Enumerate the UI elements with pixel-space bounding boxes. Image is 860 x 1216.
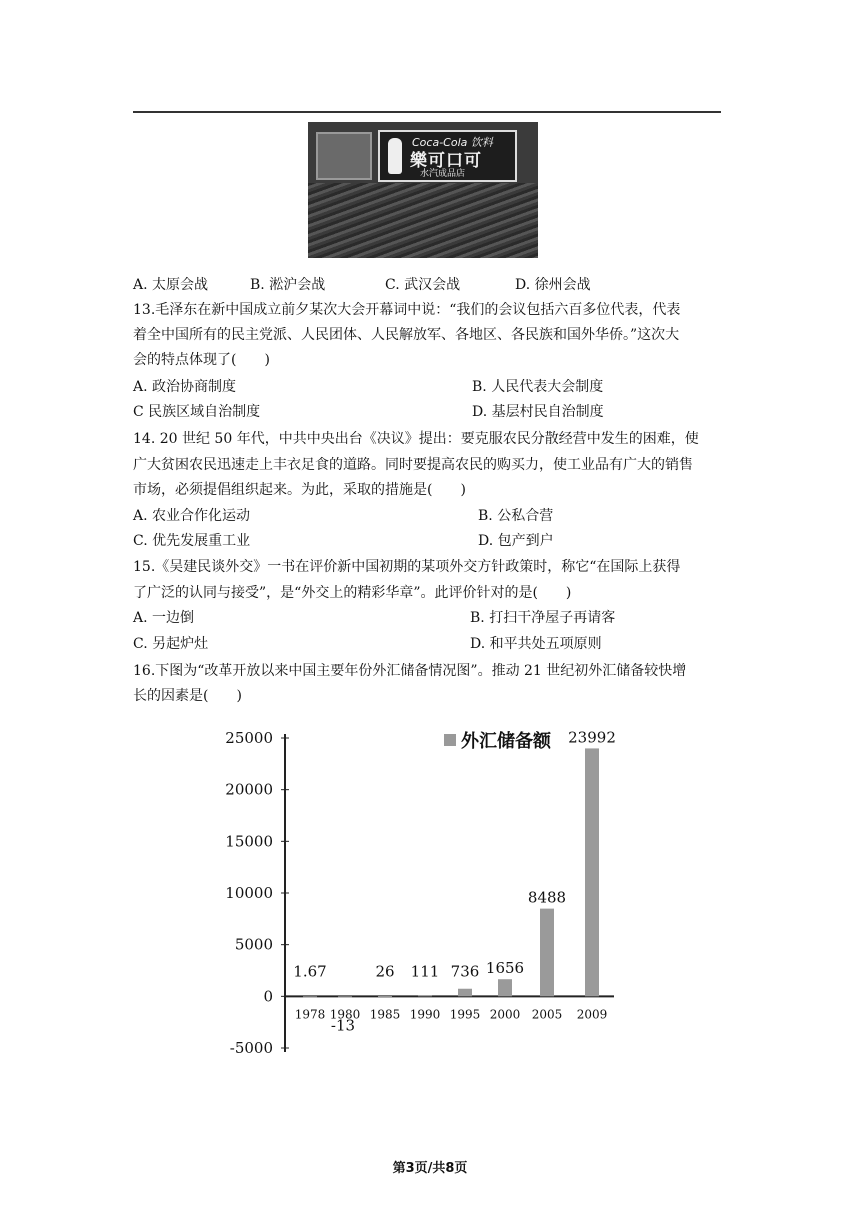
q15-option-b[interactable]: B. 打扫干净屋子再请客 (470, 610, 616, 626)
bar-1990 (418, 995, 432, 996)
data-label-1980: -13 (330, 1016, 356, 1035)
y-tick-label: 20000 (225, 780, 273, 799)
q15-option-d[interactable]: D. 和平共处五项原则 (470, 636, 602, 652)
q14-option-d[interactable]: D. 包产到户 (478, 533, 554, 549)
q15-line-1: 15.《吴建民谈外交》一书在评价新中国初期的某项外交方针政策时，称它“在国际上获得 (133, 559, 681, 575)
data-label-2009: 23992 (568, 728, 616, 747)
q13-option-c[interactable]: C 民族区域自治制度 (133, 404, 261, 420)
x-tick-label-1985: 1985 (369, 1007, 401, 1022)
bottle-icon (388, 138, 402, 174)
x-tick-label-1995: 1995 (449, 1007, 481, 1022)
bar-1980 (338, 996, 352, 997)
q12-option-a[interactable]: A. 太原会战 (133, 277, 209, 293)
data-label-1978: 1.67 (293, 962, 327, 981)
y-tick-label: 5000 (234, 935, 273, 954)
y-tick-label: 0 (263, 987, 273, 1006)
data-label-1985: 26 (375, 962, 395, 981)
q13-line-1: 13.毛泽东在新中国成立前夕某次大会开幕词中说：“我们的会议包括六百多位代表，代表 (133, 302, 681, 318)
billboard-name: 樂可口可 (410, 151, 482, 171)
bar-1978 (303, 996, 317, 997)
legend-swatch (444, 734, 456, 746)
x-tick-label-1980: 1980 (329, 1007, 361, 1022)
x-tick-label-2000: 2000 (489, 1007, 521, 1022)
y-tick-label: 15000 (225, 832, 273, 851)
x-tick-label-2009: 2009 (576, 1007, 608, 1022)
cola-billboard (378, 130, 517, 182)
q12-option-b[interactable]: B. 淞沪会战 (250, 277, 326, 293)
q15-line-2: 了广泛的认同与接受”，是“外交上的精彩华章”。此评价针对的是( ) (133, 585, 572, 601)
bar-2009 (585, 748, 599, 996)
q15-option-a[interactable]: A. 一边倒 (133, 610, 195, 626)
q14-option-c[interactable]: C. 优先发展重工业 (133, 533, 251, 549)
x-tick-label-1978: 1978 (294, 1007, 326, 1022)
bar-1985 (378, 996, 392, 997)
forex-reserve-chart (222, 720, 632, 1060)
q14-option-a[interactable]: A. 农业合作化运动 (133, 508, 251, 524)
data-label-2005: 8488 (527, 888, 567, 907)
q15-option-c[interactable]: C. 另起炉灶 (133, 636, 209, 652)
q14-line-3: 市场，必须提倡组织起来。为此，采取的措施是( ) (133, 482, 466, 498)
q13-option-d[interactable]: D. 基层村民自治制度 (472, 404, 604, 420)
bar-2000 (498, 979, 512, 996)
data-label-2000: 1656 (485, 959, 525, 978)
q13-line-3: 会的特点体现了( ) (133, 352, 270, 368)
photo-ground (308, 183, 538, 258)
billboard-sub: 水汽成品店 (420, 169, 466, 179)
q16-line-2: 长的因素是( ) (133, 688, 242, 704)
q14-line-1: 14. 20 世纪 50 年代，中共中央出台《决议》提出：要克服农民分散经营中发生的困难，使 (133, 431, 699, 447)
q12-option-d[interactable]: D. 徐州会战 (515, 277, 591, 293)
chart-title: 外汇储备额 (461, 731, 551, 752)
data-label-1990: 111 (410, 962, 440, 981)
bar-2005 (540, 909, 554, 997)
q13-line-2: 着全中国所有的民主党派、人民团体、人民解放军、各地区、各民族和国外华侨。”这次大 (133, 327, 680, 343)
historical-photo (308, 122, 538, 258)
q14-line-2: 广大贫困农民迅速走上丰衣足食的道路。同时要提高农民的购买力，使工业品有广大的销售 (133, 457, 693, 473)
y-tick-label: 10000 (225, 884, 273, 902)
data-label-1995: 736 (450, 962, 480, 981)
top-rule (133, 111, 721, 113)
photo-left-sign (316, 132, 372, 180)
bar-1995 (458, 989, 472, 997)
q14-option-b[interactable]: B. 公私合营 (478, 508, 554, 524)
q13-option-a[interactable]: A. 政治协商制度 (133, 379, 237, 395)
billboard-brand: Coca-Cola 饮料 (412, 136, 493, 149)
page-footer: 第3页/共8页 (392, 1161, 468, 1176)
q16-line-1: 16.下图为“改革开放以来中国主要年份外汇储备情况图”。推动 21 世纪初外汇储备较快增 (133, 663, 687, 679)
y-tick-label: 25000 (225, 729, 273, 747)
x-tick-label-2005: 2005 (531, 1007, 563, 1022)
q12-option-c[interactable]: C. 武汉会战 (385, 277, 461, 293)
y-tick-label: -5000 (229, 1039, 273, 1057)
x-tick-label-1990: 1990 (409, 1007, 441, 1022)
q13-option-b[interactable]: B. 人民代表大会制度 (472, 379, 604, 395)
